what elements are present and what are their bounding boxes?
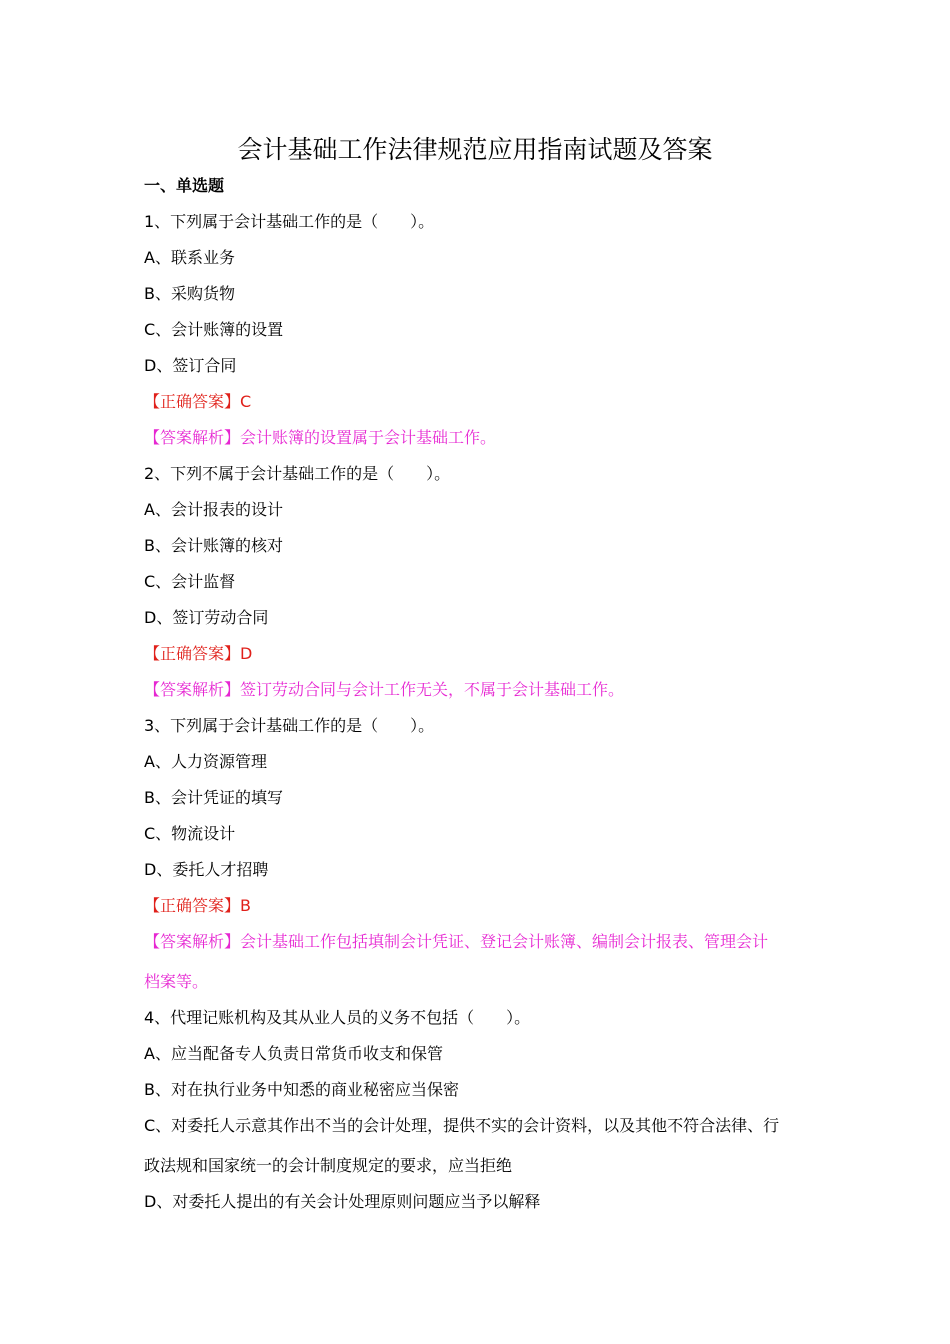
question-1-option-b: B、采购货物 (144, 284, 235, 303)
question-4-option-d: D、对委托人提出的有关会计处理原则问题应当予以解释 (144, 1192, 541, 1211)
question-1-option-c: C、会计账簿的设置 (144, 320, 284, 339)
page-title: 会计基础工作法律规范应用指南试题及答案 (237, 135, 713, 164)
question-4-stem: 4、代理记账机构及其从业人员的义务不包括（ ）。 (144, 1008, 531, 1027)
question-2-option-d: D、签订劳动合同 (144, 608, 269, 627)
question-4-option-c-line-1: C、对委托人示意其作出不当的会计处理，提供不实的会计资料，以及其他不符合法律、行 (144, 1116, 780, 1135)
question-2-answer: 【正确答案】D (144, 644, 253, 663)
question-4-option-b: B、对在执行业务中知悉的商业秘密应当保密 (144, 1080, 459, 1099)
question-3-analysis-line-1: 【答案解析】会计基础工作包括填制会计凭证、登记会计账簿、编制会计报表、管理会计 (144, 932, 769, 951)
question-2-option-b: B、会计账簿的核对 (144, 536, 283, 555)
question-4-option-a: A、应当配备专人负责日常货币收支和保管 (144, 1044, 443, 1063)
question-3-option-d: D、委托人才招聘 (144, 860, 269, 879)
question-2-option-a: A、会计报表的设计 (144, 500, 283, 519)
question-1-option-a: A、联系业务 (144, 248, 235, 267)
question-3-option-a: A、人力资源管理 (144, 752, 267, 771)
question-2-option-c: C、会计监督 (144, 572, 236, 591)
question-2-analysis: 【答案解析】签订劳动合同与会计工作无关，不属于会计基础工作。 (144, 680, 625, 699)
question-3-answer: 【正确答案】B (144, 896, 251, 915)
section-heading: 一、单选题 (144, 176, 225, 195)
question-3-stem: 3、下列属于会计基础工作的是（ ）。 (144, 716, 435, 735)
question-4-option-c-line-2: 政法规和国家统一的会计制度规定的要求，应当拒绝 (144, 1156, 513, 1175)
question-1-option-d: D、签订合同 (144, 356, 237, 375)
question-1-stem: 1、下列属于会计基础工作的是（ ）。 (144, 212, 435, 231)
question-2-stem: 2、下列不属于会计基础工作的是（ ）。 (144, 464, 451, 483)
question-1-analysis: 【答案解析】会计账簿的设置属于会计基础工作。 (144, 428, 497, 447)
question-3-option-b: B、会计凭证的填写 (144, 788, 283, 807)
question-3-option-c: C、物流设计 (144, 824, 236, 843)
question-3-analysis-line-2: 档案等。 (144, 972, 209, 991)
question-1-answer: 【正确答案】C (144, 392, 252, 411)
